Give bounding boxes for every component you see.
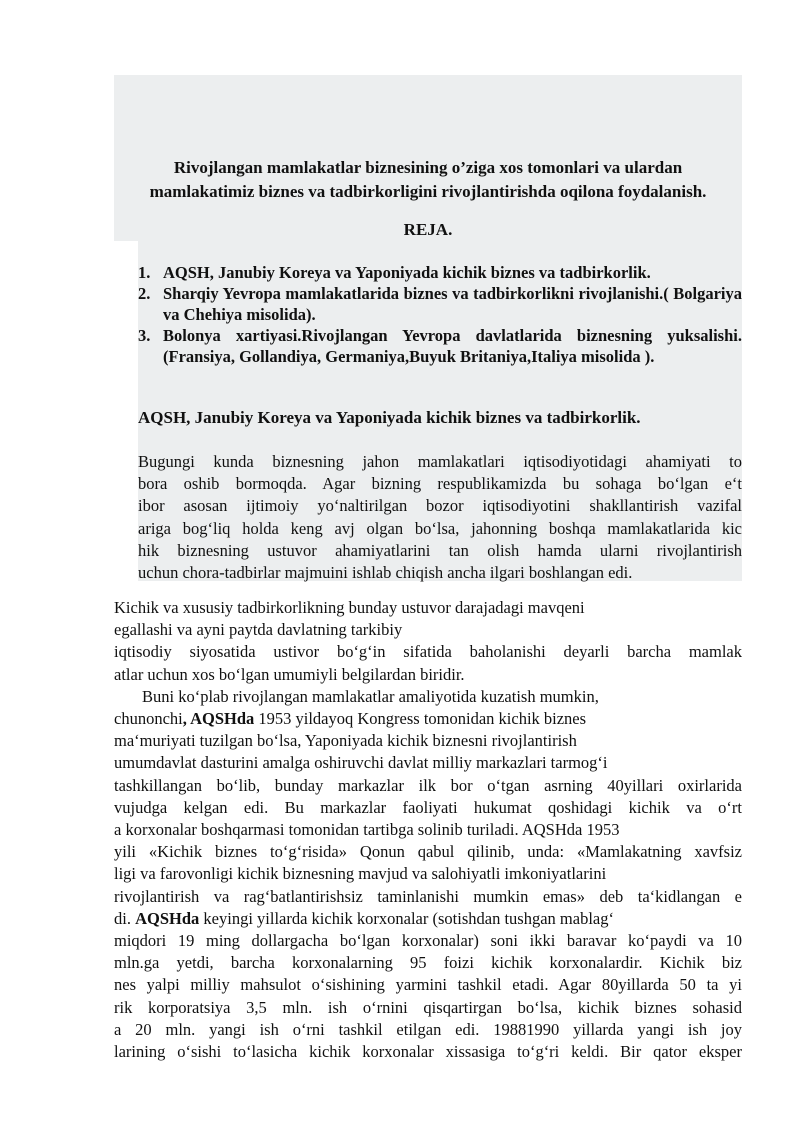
text-line: iqtisodiy siyosatida ustivor bo‘g‘in sifatida baholanishi deyarli barcha mamlak bbox=[114, 642, 742, 662]
text-fragment: di. bbox=[114, 908, 136, 928]
text-line: ma‘muriyati tuzilgan bo‘lsa, Yaponiyada kichik biznesni rivojlantirish bbox=[114, 731, 577, 751]
text-line: hik biznesning ustuvor ahamiyatlarini tan olish hamda ularni rivojlantirish bbox=[138, 540, 742, 560]
document-title bbox=[114, 156, 742, 204]
section-heading: AQSH, Janubiy Koreya va Yaponiyada kichik biznes va tadbirkorlik. bbox=[138, 408, 641, 427]
paragraph-body bbox=[114, 597, 742, 1063]
text-fragment: keyingi yillarda kichik korxonalar (sotishdan tushgan mablag‘ bbox=[199, 908, 614, 928]
plan-item bbox=[138, 283, 742, 325]
text-line: mln.ga yetdi, barcha korxonalarning 95 foizi kichik korxonalardir. Kichik biz bbox=[114, 953, 742, 973]
text-line: rik korporatsiya 3,5 mln. ish o‘rnini qisqartirgan bo‘lsa, kichik biznes sohasid bbox=[114, 997, 742, 1017]
text-line: egallashi va ayni paytda davlatning tarkibiy bbox=[114, 620, 403, 640]
emphasis-aqshda: AQSHda bbox=[135, 908, 200, 928]
text-line: ariga bog‘liq holda keng avj olgan bo‘lsa, jahonning boshqa mamlakatlarida kic bbox=[138, 518, 742, 538]
plan-item-number: 1. bbox=[138, 263, 151, 282]
text-line: rivojlantirish va rag‘batlantirishsiz taminlanishi mumkin emas» deb ta‘kidlangan e bbox=[114, 886, 742, 906]
text-line bbox=[114, 708, 742, 730]
plan-item-text: AQSH, Janubiy Koreya va Yaponiyada kichik biznes va tadbirkorlik. bbox=[163, 263, 651, 282]
text-line: a korxonalar boshqarmasi tomonidan tartibga solinib turiladi. AQSHda 1953 bbox=[114, 820, 620, 840]
text-line bbox=[114, 908, 742, 930]
text-line: Kichik va xususiy tadbirkorlikning bunday ustuvor darajadagi mavqeni bbox=[114, 598, 585, 617]
text-line: umumdavlat dasturini amalga oshiruvchi davlat milliy markazlari tarmog‘i bbox=[114, 753, 608, 773]
plan-item-text: Bolonya xartiyasi.Rivojlangan Yevropa davlatlarida biznesning yuksalishi.(Fransiya, Gollandiya, Germaniya,Buyuk Britaniya,Italiya misolida ). bbox=[163, 326, 742, 366]
text-line: Bugungi kunda biznesning jahon mamlakatlari iqtisodiyotidagi ahamiyati to bbox=[138, 452, 742, 471]
text-line: a 20 mln. yangi ish o‘rni tashkil etilgan edi. 19881990 yillarda yangi ish joy bbox=[114, 1019, 742, 1039]
text-line: vujudga kelgan edi. Bu markazlar faoliyati hukumat qoshidagi kichik va o‘rt bbox=[114, 797, 742, 817]
text-line: tashkillangan bo‘lib, bunday markazlar ilk bor o‘tgan asrning 40yillari oxirlarida bbox=[114, 775, 742, 795]
text-line: ibor asosan ijtimoiy yo‘naltirilgan bozor iqtisodiyotini shakllantirish vazifal bbox=[138, 496, 742, 516]
plan-item-number: 2. bbox=[138, 284, 151, 303]
paragraph-intro bbox=[138, 451, 742, 584]
plan-item bbox=[138, 325, 742, 367]
text-line: uchun chora-tadbirlar majmuini ishlab chiqish ancha ilgari boshlangan edi. bbox=[138, 563, 633, 583]
text-line: atlar uchun xos bo‘lgan umumiyli belgilardan biridir. bbox=[114, 664, 465, 684]
text-line: bora oshib bormoqda. Agar bizning respublikamizda bu sohaga bo‘lgan e‘t bbox=[138, 474, 742, 494]
plan-item bbox=[138, 262, 742, 283]
title-line-1: Rivojlangan mamlakatlar biznesining o’ziga xos tomonlari va ulardan bbox=[173, 158, 683, 177]
plan-heading: REJA. bbox=[403, 220, 453, 239]
text-line: ligi va farovonligi kichik biznesning mavjud va salohiyatli imkoniyatlarini bbox=[114, 864, 607, 884]
text-fragment: chunonchi bbox=[114, 709, 183, 729]
plan-list bbox=[138, 262, 742, 367]
text-line: larining o‘sishi to‘lasicha kichik korxonalar xissasiga to‘g‘ri keldi. Bir qator eksper bbox=[114, 1042, 742, 1062]
text-line: yili «Kichik biznes to‘g‘risida» Qonun qabul qilinib, unda: «Mamlakatning xavfsiz bbox=[114, 842, 742, 862]
plan-item-number: 3. bbox=[138, 326, 151, 345]
title-line-2: mamlakatimiz biznes va tadbirkorligini rivojlantirishda oqilona foydalanish. bbox=[149, 182, 707, 201]
text-line: Buni ko‘plab rivojlangan mamlakatlar amaliyotida kuzatish mumkin, bbox=[142, 686, 599, 706]
text-line: miqdori 19 ming dollargacha bo‘lgan korxonalar) soni ikki baravar ko‘paydi va 10 bbox=[114, 931, 742, 951]
emphasis-aqshda: , AQSHda bbox=[182, 709, 255, 729]
text-line: nes yalpi milliy mahsulot o‘sishining yarmini tashkil etadi. Agar 80yillarda 50 ta yi bbox=[114, 975, 742, 995]
plan-item-text: Sharqiy Yevropa mamlakatlarida biznes va tadbirkorlikni rivojlanishi.( Bolgariya va Chehiya misolida). bbox=[163, 284, 742, 324]
text-fragment: 1953 yildayoq Kongress tomonidan kichik biznes bbox=[254, 709, 587, 729]
